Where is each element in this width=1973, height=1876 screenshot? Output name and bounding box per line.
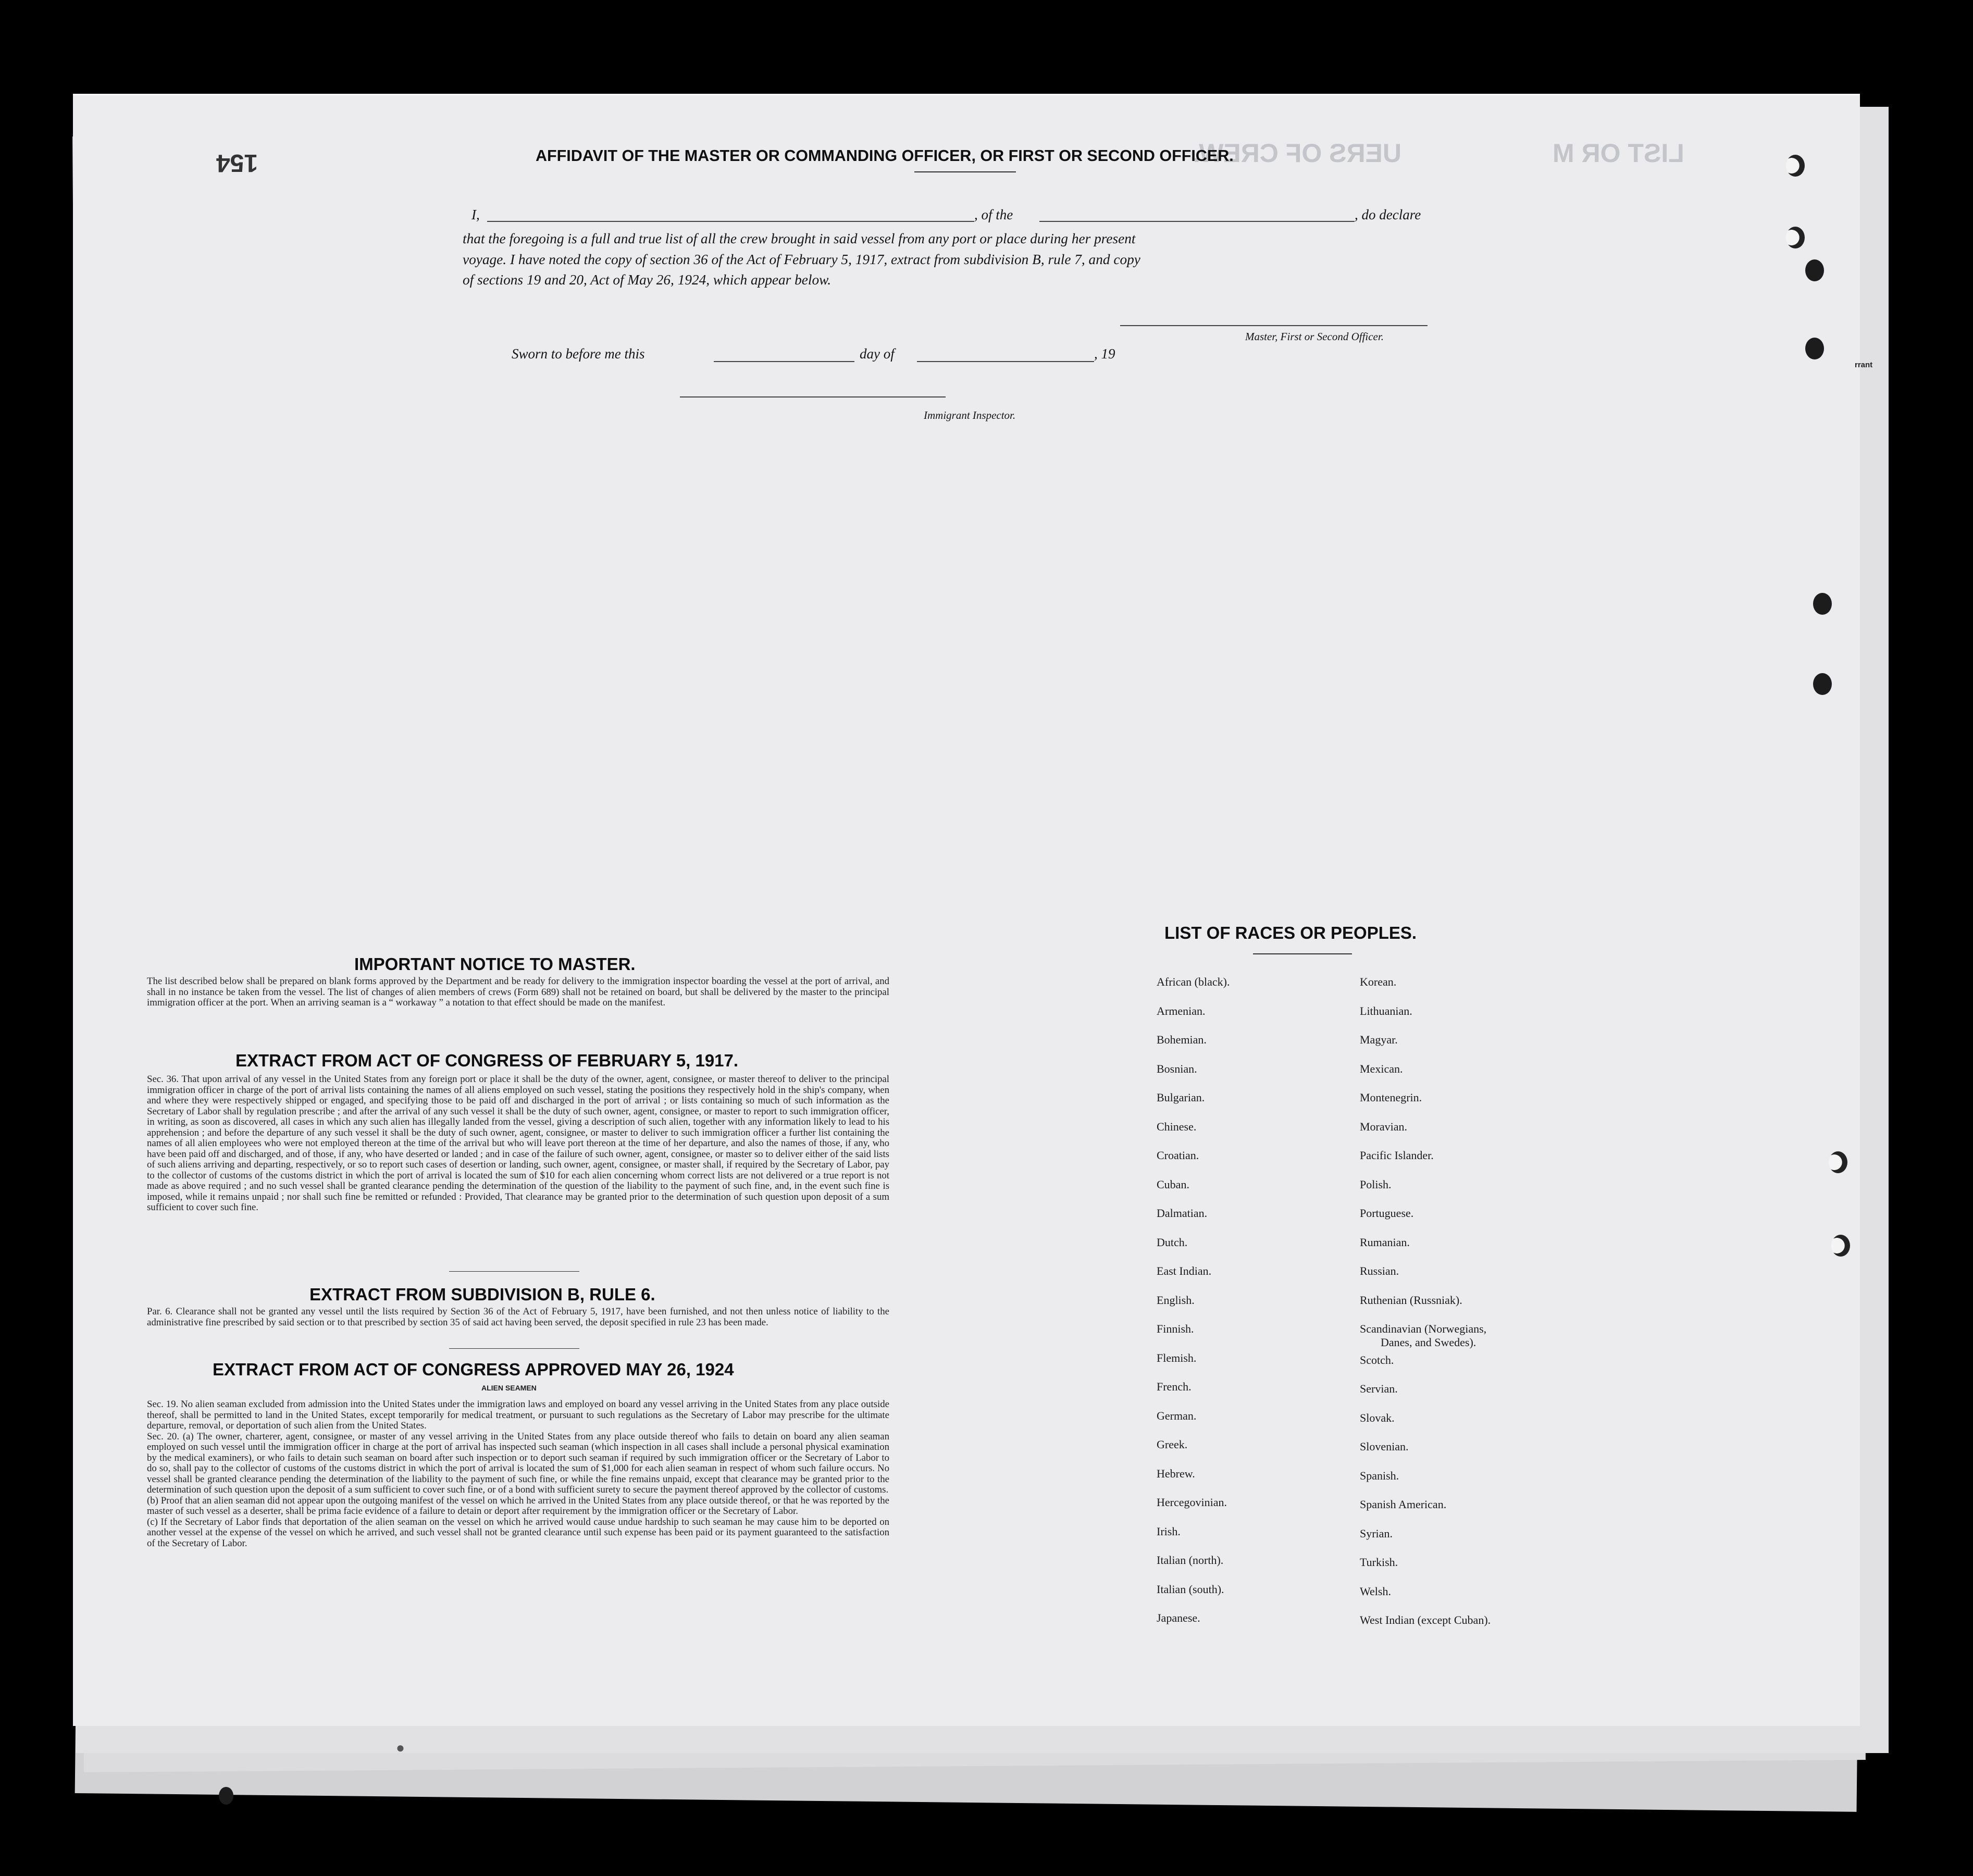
race-item: East Indian. <box>1157 1264 1212 1277</box>
race-item: English. <box>1157 1293 1195 1307</box>
race-item: Pacific Islander. <box>1360 1149 1434 1162</box>
sec19-text: Sec. 19. No alien seaman excluded from admission into the United States under the immigration laws and employed on board any vessel arriving in the United States from any place outside thereof, shall be permitted to land in the United States, except temporarily for medical treatment, or pursuant to such regulations as the Secretary of Labor may prescribe for the ultimate departure, removal, or deportation of such alien from the United States. <box>147 1399 889 1431</box>
side-sheet-text: rrant <box>1855 361 1873 369</box>
affidavit-body: that the foregoing is a full and true list of all the crew brought in said vessel from any port or place during her present <box>463 231 1136 246</box>
race-item: Greek. <box>1157 1438 1188 1451</box>
sec20a-text: Sec. 20. (a) The owner, charterer, agent, consignee, or master of any vessel arriving in the United States from any place outside thereof who fails to detain on board any alien seaman employed on such vessel until the immigration officer in charge at the port of arrival has inspected such seaman (which inspection in all cases shall include a personal physical examination by the medical examiners), or who fails to detain such seaman on board after such inspection or to deport such seaman if required by such immigration officer or the Secretary of Labor to do so, shall pay to the collector of customs of the customs district in which the port of arrival is located the sum of $1,000 for each alien seaman in respect of whom such failure occurs. No vessel shall be granted clearance pending the determination of the liability to the payment of such fine, or while the fine remains unpaid, except that clearance may be granted prior to the determination of such question upon the deposit of a sum sufficient to cover such fine, or of a bond with sufficient surety to secure the payment thereof approved by the collector of customs. <box>147 1431 889 1495</box>
race-item: Scandinavian (Norwegians, <box>1360 1322 1487 1335</box>
race-item: Bulgarian. <box>1157 1091 1205 1104</box>
page-number: 154 <box>216 149 258 177</box>
race-item: Mexican. <box>1360 1062 1403 1075</box>
race-item: Slovenian. <box>1360 1440 1409 1453</box>
race-item: Lithuanian. <box>1360 1004 1412 1017</box>
race-item: Italian (north). <box>1157 1554 1224 1567</box>
race-item: Irish. <box>1157 1524 1181 1538</box>
race-item: Magyar. <box>1360 1033 1398 1046</box>
affidavit-do-declare: , do declare <box>1355 207 1421 222</box>
race-item: Bohemian. <box>1157 1033 1207 1046</box>
sworn-label: Sworn to before me this <box>512 346 645 362</box>
race-item: Welsh. <box>1360 1584 1391 1598</box>
punch-hole-icon <box>1805 338 1824 359</box>
month-line <box>917 361 1094 362</box>
affidavit-of-the: , of the <box>974 207 1013 222</box>
vessel-line <box>1039 221 1355 222</box>
race-item: Rumanian. <box>1360 1235 1410 1249</box>
race-item: Cuban. <box>1157 1177 1189 1191</box>
day-of-label: day of <box>860 346 895 362</box>
punch-hole-icon <box>1831 1235 1850 1257</box>
bleed-through-text: UERS OF CREW. <box>1193 139 1402 168</box>
affidavit-body: of sections 19 and 20, Act of May 26, 1924, which appear below. <box>463 272 832 288</box>
affidavit-title: AFFIDAVIT OF THE MASTER OR COMMANDING OFFICER, OR FIRST OR SECOND OFFICER. <box>536 147 1234 165</box>
race-item: French. <box>1157 1380 1192 1393</box>
rule6-text: Par. 6. Clearance shall not be granted any vessel until the lists required by Section 36 of the Act of February 5, 1917, have been furnished, and not then unless notice of liability to the administrative fine prescribed by said section or to that prescribed by section 35 of said act having been served, the deposit specified in rule 23 has been made. <box>147 1306 889 1328</box>
extract-1917-title: EXTRACT FROM ACT OF CONGRESS OF FEBRUARY 5, 1917. <box>235 1051 739 1070</box>
inspector-caption: Immigrant Inspector. <box>924 409 1016 421</box>
punch-hole-icon <box>1813 593 1832 615</box>
sec20c-text: (c) If the Secretary of Labor finds that deportation of the alien seaman on the vessel on which he arrived would cause undue hardship to such seaman he may cause him to be deported on another vessel at the expense of the vessel on which he arrived, and such vessel shall not be granted clearance until such expense has been paid or its payment guaranteed to the satisfaction of the Secretary of Labor. <box>147 1516 889 1549</box>
punch-hole-icon <box>1786 155 1805 177</box>
race-item: Armenian. <box>1157 1004 1206 1017</box>
races-list <box>1157 975 1573 1632</box>
affidavit-i-label: I, <box>471 207 480 222</box>
year-label: , 19 <box>1094 346 1115 362</box>
race-item: Finnish. <box>1157 1322 1194 1335</box>
race-item: Slovak. <box>1360 1411 1395 1424</box>
race-item: Spanish. <box>1360 1469 1399 1482</box>
divider <box>1253 953 1352 954</box>
officer-caption: Master, First or Second Officer. <box>1245 330 1384 343</box>
affidavit-body: voyage. I have noted the copy of section 36 of the Act of February 5, 1917, extract from subdivision B, rule 7, and copy <box>463 252 1140 267</box>
race-item: Dalmatian. <box>1157 1207 1208 1220</box>
race-item: Spanish American. <box>1360 1498 1447 1511</box>
race-item: Polish. <box>1360 1177 1392 1191</box>
divider <box>914 171 1016 172</box>
race-item: Danes, and Swedes). <box>1381 1336 1476 1349</box>
extract-1917-text: Sec. 36. That upon arrival of any vessel in the United States from any foreign port or place it shall be the duty of the owner, agent, consignee, or master thereof to deliver to the principal immigration officer in charge of the port of arrival lists containing the names of all aliens employed on such vessel, stating the positions they respectively hold in the ship's company, when and where they were respectively shipped or engaged, and specifying those to be paid off and discharged in the port of arrival ; or lists containing so much of such information as the Secretary of Labor shall by regulation prescribe ; and after the arrival of any such vessel it shall be the duty of such owner, agent, consignee, or master to report to such immigration officer, in writing, as soon as discovered, all cases in which any such alien has illegally landed from the vessel, giving a description of such alien, together with any information likely to lead to his apprehension ; and before the departure of any such vessel it shall be the duty of such owner, agent, consignee, or master to deliver to such immigration officer a further list containing the names of all alien employees who were not employed thereon at the time of the arrival but who will leave port thereon at the time of her departure, and also the names of those, if any, who have been paid off and discharged, and of those, if any, who have deserted or landed ; and in case of the failure of such owner, agent, consignee, or master so to deliver either of the said lists of such aliens arriving and departing, respectively, or so to report such cases of desertion or landing, such owner, agent, consignee, or master shall, if required by the Secretary of Labor, pay to the collector of customs of the customs district in which the port of arrival is located the sum of $10 for each alien concerning whom correct lists are not delivered or a true report is not made as above required ; and no such vessel shall be granted clearance pending the determination of the question of the liability to the payment of such fine, and, in the event such fine is imposed, while it remains unpaid ; nor shall such fine be remitted or refunded : Provided, That clearance may be granted prior to the determination of such question upon deposit of a sum sufficient to cover such fine. <box>147 1074 889 1213</box>
punch-hole-icon <box>1786 227 1805 249</box>
punch-hole-icon <box>1805 259 1824 281</box>
race-item: Chinese. <box>1157 1120 1197 1133</box>
race-item: Bosnian. <box>1157 1062 1197 1075</box>
race-item: Syrian. <box>1360 1526 1393 1540</box>
race-item: Japanese. <box>1157 1611 1200 1624</box>
day-line <box>714 361 854 362</box>
race-item: Flemish. <box>1157 1351 1197 1364</box>
race-item: Hercegovinian. <box>1157 1496 1227 1509</box>
punch-hole-icon <box>1813 673 1832 695</box>
race-item: Scotch. <box>1360 1353 1394 1366</box>
race-item: Montenegrin. <box>1360 1091 1422 1104</box>
extract-1924-text <box>147 1399 889 1549</box>
races-title: LIST OF RACES OR PEOPLES. <box>1164 923 1417 942</box>
stray-mark: ● <box>396 1740 405 1756</box>
race-item: Russian. <box>1360 1264 1399 1277</box>
sec20b-text: (b) Proof that an alien seaman did not appear upon the outgoing manifest of the vessel on which he arrived in the United States from any place outside thereof, or that he was reported by the master of such vessel as a deserter, shall be prima facie evidence of a failure to detain or deport after requirement by the immigration officer or the Secretary of Labor. <box>147 1495 889 1517</box>
notice-text: The list described below shall be prepared on blank forms approved by the Department and be ready for delivery to the immigration inspector boarding the vessel at the port of arrival, and shall in no instance be taken from the vessel. The list of changes of alien members of crews (Form 689) shall not be retained on board, but shall be delivered by the master to the principal immigration officer at the port. When an arriving seaman is a “ workaway ” a notation to that effect should be made on the manifest. <box>147 976 889 1008</box>
race-item: Croatian. <box>1157 1149 1199 1162</box>
race-item: West Indian (except Cuban). <box>1360 1613 1491 1626</box>
race-item: Hebrew. <box>1157 1467 1195 1480</box>
name-line <box>487 221 974 222</box>
race-item: Korean. <box>1360 975 1397 988</box>
punch-hole-icon <box>219 1787 233 1805</box>
divider <box>449 1348 579 1349</box>
race-item: African (black). <box>1157 975 1230 988</box>
signature-line <box>1120 325 1428 326</box>
race-item: Moravian. <box>1360 1120 1408 1133</box>
rule6-title: EXTRACT FROM SUBDIVISION B, RULE 6. <box>309 1285 655 1304</box>
race-item: Dutch. <box>1157 1235 1188 1249</box>
divider <box>449 1271 579 1272</box>
notice-title: IMPORTANT NOTICE TO MASTER. <box>354 954 636 974</box>
race-item: Servian. <box>1360 1382 1398 1395</box>
race-item: Portuguese. <box>1360 1207 1414 1220</box>
race-item: Ruthenian (Russniak). <box>1360 1293 1462 1307</box>
race-item: German. <box>1157 1409 1197 1422</box>
punch-hole-icon <box>1829 1151 1847 1173</box>
race-item: Turkish. <box>1360 1556 1398 1569</box>
inspector-signature-line <box>680 396 946 397</box>
bleed-through-text: LIST OR M <box>1553 139 1684 168</box>
race-item: Italian (south). <box>1157 1582 1224 1596</box>
extract-1924-title: EXTRACT FROM ACT OF CONGRESS APPROVED MAY 26, 1924 <box>213 1360 734 1379</box>
alien-seamen-subtitle: ALIEN SEAMEN <box>481 1384 537 1392</box>
